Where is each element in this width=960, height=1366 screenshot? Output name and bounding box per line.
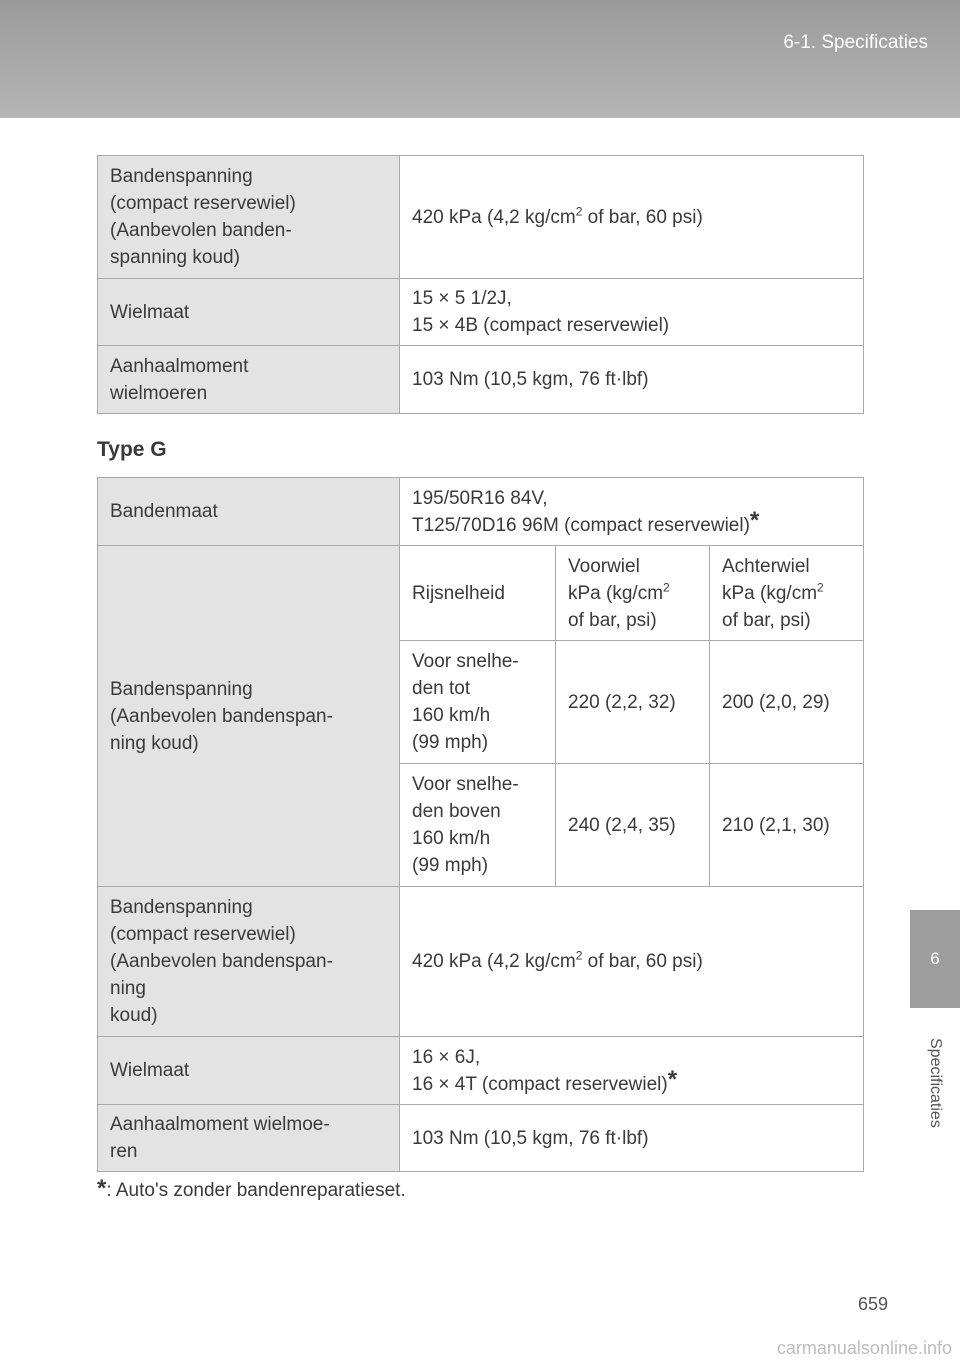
- front-pressure-cell: 220 (2,2, 32): [556, 641, 710, 764]
- speed-header: Rijsnelheid: [400, 546, 556, 641]
- spare-pressure-label: Bandenspanning (compact reservewiel) (Aanbevolen bandenspan- ning koud): [98, 887, 400, 1037]
- torque-label: Aanhaalmoment wielmoeren: [98, 346, 400, 414]
- spare-pressure-label: Bandenspanning (compact reservewiel) (Aanbevolen banden- spanning koud): [98, 156, 400, 279]
- table-row: [98, 346, 864, 414]
- footnote-text: : Auto's zonder bandenreparatieset.: [106, 1180, 406, 1201]
- wheel-size-label: Wielmaat: [98, 279, 400, 346]
- torque-value: 103 Nm (10,5 kgm, 76 ft·lbf): [400, 346, 864, 414]
- table-row: [98, 1105, 864, 1172]
- speed-cell: Voor snelhe- den tot 160 km/h (99 mph): [400, 641, 556, 764]
- table-row: [98, 279, 864, 346]
- spare-pressure-value: 420 kPa (4,2 $kg/cm^2$ of bar, 60 psi): [400, 887, 864, 1037]
- front-wheel-header: Voorwiel kPa ($kg/cm^2$ of bar, psi): [556, 546, 710, 641]
- footnote: [97, 1175, 406, 1202]
- type-g-heading: Type G: [97, 438, 167, 461]
- spec-table-continued: [97, 155, 864, 414]
- table-row: [98, 156, 864, 279]
- front-pressure-cell: 240 (2,4, 35): [556, 764, 710, 887]
- table-row: [98, 887, 864, 1037]
- wheel-size-value: 15 × 5 1/2J, 15 × 4B (compact reservewiel): [400, 279, 864, 346]
- wheel-size-value: 16 × 6J, 16 × 4T (compact reservewiel)*: [400, 1037, 864, 1105]
- tire-size-value: 195/50R16 84V, T125/70D16 96M (compact reservewiel)*: [400, 478, 864, 546]
- table-row: [98, 478, 864, 546]
- chapter-tab[interactable]: [910, 910, 960, 1008]
- spec-table-type-g: [97, 477, 864, 1172]
- torque-label: Aanhaalmoment wielmoe- ren: [98, 1105, 400, 1172]
- page-header-band: [0, 0, 960, 118]
- tire-size-label: Bandenmaat: [98, 478, 400, 546]
- rear-pressure-cell: 200 (2,0, 29): [710, 641, 864, 764]
- table-row: [98, 1037, 864, 1105]
- chapter-number: 6: [930, 949, 940, 968]
- spare-pressure-value: 420 kPa (4,2 $kg/cm^2$ of bar, 60 psi): [400, 156, 864, 279]
- watermark: carmanualsonline.info: [776, 1338, 952, 1358]
- page-number: 659: [857, 1294, 888, 1314]
- rear-pressure-cell: 210 (2,1, 30): [710, 764, 864, 887]
- wheel-size-label: Wielmaat: [98, 1037, 400, 1105]
- section-title: 6-1. Specificaties: [783, 32, 928, 53]
- footnote-star: *: [97, 1175, 107, 1202]
- rear-wheel-header: Achterwiel kPa ($kg/cm^2$ of bar, psi): [710, 546, 864, 641]
- torque-value: 103 Nm (10,5 kgm, 76 ft·lbf): [400, 1105, 864, 1172]
- chapter-label: Specificaties: [927, 1038, 944, 1128]
- table-row: [98, 546, 864, 641]
- speed-cell: Voor snelhe- den boven 160 km/h (99 mph): [400, 764, 556, 887]
- tire-pressure-label: Bandenspanning (Aanbevolen bandenspan- ning koud): [98, 546, 400, 887]
